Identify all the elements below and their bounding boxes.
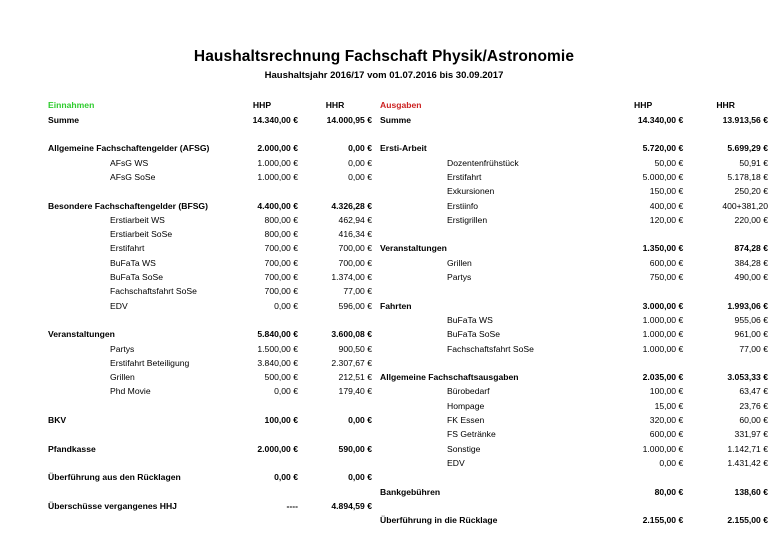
income-total-row <box>48 113 372 127</box>
income-total-label: Summe <box>48 114 80 125</box>
item-hhp: 1.500,00 € <box>257 343 298 354</box>
item-hhr: 212,51 € <box>338 372 372 383</box>
item-label: BuFaTa SoSe <box>110 272 164 283</box>
item-hhp: 15,00 € <box>654 400 684 411</box>
item-row <box>380 313 768 327</box>
item-row <box>48 256 372 270</box>
group-hhp: ---- <box>286 500 298 511</box>
item-label: AFsG WS <box>110 157 149 168</box>
item-row <box>380 170 768 184</box>
item-label: Hompage <box>447 400 485 411</box>
item-hhp: 1.000,00 € <box>642 314 684 325</box>
item-hhp: 400,00 € <box>649 200 684 211</box>
item-label: BuFaTa WS <box>110 257 156 268</box>
item-row <box>48 356 372 370</box>
item-hhr: 63,47 € <box>739 386 768 397</box>
group-row <box>48 327 372 341</box>
item-label: Erstifahrt Beteiligung <box>110 357 190 368</box>
item-row <box>48 156 372 170</box>
expenses-total-row <box>380 113 768 127</box>
item-hhp: 600,00 € <box>649 257 684 268</box>
item-hhr: 1.431,42 € <box>727 457 768 468</box>
group-hhp: 4.400,00 € <box>257 200 298 211</box>
item-row <box>48 370 372 384</box>
group-label: Veranstaltungen <box>48 329 115 340</box>
item-hhp: 320,00 € <box>649 415 684 426</box>
group-hhp: 2.155,00 € <box>642 515 684 526</box>
item-hhr: 2.307,67 € <box>331 357 372 368</box>
item-hhr: 23,76 € <box>739 400 768 411</box>
item-row <box>380 256 768 270</box>
group-hhp: 5.720,00 € <box>642 143 684 154</box>
income-table <box>48 98 372 513</box>
item-hhr: 462,94 € <box>338 214 372 225</box>
group-hhr: 0,00 € <box>348 415 372 426</box>
group-hhr: 3.053,33 € <box>727 372 768 383</box>
item-hhp: 150,00 € <box>649 186 684 197</box>
item-row <box>48 213 372 227</box>
item-label: Grillen <box>110 372 135 383</box>
page-subtitle: Haushaltsjahr 2016/17 vom 01.07.2016 bis 30.09.2017 <box>264 70 504 82</box>
item-row <box>380 342 768 356</box>
group-label: Überschüsse vergangenes HHJ <box>48 500 177 511</box>
item-label: Erstiarbeit WS <box>110 214 165 225</box>
item-row <box>380 270 768 284</box>
group-row <box>380 141 768 155</box>
item-hhr: 490,00 € <box>734 272 768 283</box>
item-hhr: 416,34 € <box>338 229 372 240</box>
spacer-row <box>48 184 372 198</box>
item-hhr: 60,00 € <box>739 415 768 426</box>
group-row <box>48 499 372 513</box>
item-hhr: 220,00 € <box>734 214 768 225</box>
group-hhr: 1.993,06 € <box>727 300 768 311</box>
spacer-row <box>48 399 372 413</box>
expenses-col-hhr-header: HHR <box>716 100 735 111</box>
income-heading: Einnahmen <box>48 100 95 111</box>
expenses-column <box>372 98 768 527</box>
page-title: Haushaltsrechnung Fachschaft Physik/Astronomie <box>193 48 575 65</box>
item-row <box>380 199 768 213</box>
item-label: Dozentenfrühstück <box>447 157 519 168</box>
expenses-table-body <box>380 98 768 127</box>
expenses-col-hhp-header: HHP <box>634 100 653 111</box>
income-total-hhp: 14.340,00 € <box>252 114 298 125</box>
item-label: FS Getränke <box>447 429 496 440</box>
group-label: Besondere Fachschaftengelder (BFSG) <box>48 200 208 211</box>
group-row <box>380 513 768 527</box>
item-label: EDV <box>110 300 128 311</box>
item-hhr: 596,00 € <box>338 300 372 311</box>
item-label: Erstigrillen <box>447 214 488 225</box>
group-label: Fahrten <box>380 300 412 311</box>
item-hhp: 800,00 € <box>264 214 298 225</box>
item-row <box>380 399 768 413</box>
item-label: Erstifahrt <box>447 171 482 182</box>
document-header <box>0 0 768 81</box>
income-total-hhr: 14.000,95 € <box>326 114 372 125</box>
group-hhr: 874,28 € <box>734 243 768 254</box>
expenses-total-hhp: 14.340,00 € <box>637 114 684 125</box>
income-col-hhp-header: HHP <box>252 100 272 111</box>
spacer-row <box>48 313 372 327</box>
group-hhp: 100,00 € <box>264 415 298 426</box>
item-hhr: 400+381,20 <box>722 200 768 211</box>
item-hhp: 600,00 € <box>649 429 684 440</box>
group-label: Allgemeine Fachschaftengelder (AFSG) <box>48 143 210 154</box>
group-row <box>380 241 768 255</box>
ledger-columns <box>0 98 768 527</box>
item-label: Fachschaftsfahrt SoSe <box>447 343 534 354</box>
group-row <box>48 413 372 427</box>
income-column <box>0 98 372 513</box>
item-row <box>380 442 768 456</box>
item-row <box>48 241 372 255</box>
group-hhr: 0,00 € <box>348 143 372 154</box>
income-groups <box>48 127 372 513</box>
expenses-groups <box>380 127 768 527</box>
group-hhp: 2.000,00 € <box>257 143 298 154</box>
item-hhp: 1.000,00 € <box>642 343 684 354</box>
item-hhp: 3.840,00 € <box>257 357 298 368</box>
item-row <box>48 270 372 284</box>
item-hhr: 961,00 € <box>734 329 768 340</box>
item-hhr: 700,00 € <box>338 257 372 268</box>
item-hhp: 700,00 € <box>264 257 298 268</box>
group-label: Überführung aus den Rücklagen <box>48 472 181 483</box>
income-section-header-row <box>48 98 372 112</box>
item-hhp: 1.000,00 € <box>257 157 298 168</box>
income-table-body <box>48 98 372 127</box>
item-label: EDV <box>447 457 465 468</box>
spacer-row <box>48 456 372 470</box>
spacer-row <box>380 470 768 484</box>
group-row <box>48 442 372 456</box>
item-hhp: 1.000,00 € <box>642 329 684 340</box>
spacer-row <box>380 356 768 370</box>
item-hhp: 1.000,00 € <box>257 171 298 182</box>
item-hhp: 0,00 € <box>659 457 684 468</box>
group-label: Veranstaltungen <box>380 243 447 254</box>
group-row <box>48 141 372 155</box>
item-hhp: 0,00 € <box>274 386 298 397</box>
item-row <box>380 184 768 198</box>
item-row <box>48 227 372 241</box>
item-hhr: 900,50 € <box>338 343 372 354</box>
item-label: Grillen <box>447 257 472 268</box>
item-label: AFsG SoSe <box>110 171 156 182</box>
group-hhp: 2.035,00 € <box>642 372 684 383</box>
group-label: Pfandkasse <box>48 443 96 454</box>
group-hhp: 0,00 € <box>274 472 298 483</box>
item-hhp: 700,00 € <box>264 272 298 283</box>
item-row <box>48 342 372 356</box>
item-row <box>48 284 372 298</box>
spacer-row <box>48 485 372 499</box>
item-row <box>380 327 768 341</box>
item-label: Erstifahrt <box>110 243 145 254</box>
item-hhr: 250,20 € <box>734 186 768 197</box>
group-hhr: 2.155,00 € <box>727 515 768 526</box>
item-hhp: 50,00 € <box>654 157 684 168</box>
group-label: BKV <box>48 415 67 426</box>
item-label: BuFaTa SoSe <box>447 329 501 340</box>
spacer-row <box>380 499 768 513</box>
group-label: Allgemeine Fachschaftsausgaben <box>380 372 519 383</box>
item-label: Sonstige <box>447 443 481 454</box>
item-label: BuFaTa WS <box>447 314 493 325</box>
item-hhp: 500,00 € <box>264 372 298 383</box>
spacer-row <box>48 127 372 141</box>
item-label: Erstiinfo <box>447 200 479 211</box>
group-hhr: 138,60 € <box>734 486 768 497</box>
spacer-row <box>380 127 768 141</box>
expenses-total-label: Summe <box>380 114 412 125</box>
group-hhp: 3.000,00 € <box>642 300 684 311</box>
item-hhr: 0,00 € <box>348 157 372 168</box>
item-label: Bürobedarf <box>447 386 490 397</box>
group-hhp: 5.840,00 € <box>257 329 298 340</box>
item-hhr: 700,00 € <box>338 243 372 254</box>
item-hhp: 100,00 € <box>649 386 684 397</box>
group-hhr: 4.894,59 € <box>331 500 372 511</box>
group-hhr: 5.699,29 € <box>727 143 768 154</box>
expenses-table <box>380 98 768 527</box>
group-hhp: 2.000,00 € <box>257 443 298 454</box>
item-hhr: 77,00 € <box>343 286 372 297</box>
item-label: Exkursionen <box>447 186 495 197</box>
item-row <box>380 413 768 427</box>
item-hhp: 1.000,00 € <box>642 443 684 454</box>
expenses-total-hhr: 13.913,56 € <box>722 114 768 125</box>
item-hhr: 331,97 € <box>734 429 768 440</box>
item-row <box>380 427 768 441</box>
income-col-hhr-header: HHR <box>325 100 345 111</box>
group-hhr: 0,00 € <box>348 472 372 483</box>
expenses-section-header-row <box>380 98 768 112</box>
item-hhr: 384,28 € <box>734 257 768 268</box>
item-row <box>380 456 768 470</box>
item-row <box>48 170 372 184</box>
item-hhp: 750,00 € <box>649 272 684 283</box>
item-hhr: 1.374,00 € <box>331 272 372 283</box>
group-row <box>48 470 372 484</box>
item-hhp: 120,00 € <box>649 214 684 225</box>
item-label: Partys <box>447 272 472 283</box>
item-hhr: 5.178,18 € <box>727 171 768 182</box>
group-hhr: 590,00 € <box>338 443 372 454</box>
item-label: FK Essen <box>447 415 485 426</box>
item-label: Fachschaftsfahrt SoSe <box>110 286 197 297</box>
item-hhr: 1.142,71 € <box>727 443 768 454</box>
item-hhp: 0,00 € <box>274 300 298 311</box>
item-hhr: 77,00 € <box>739 343 768 354</box>
item-row <box>380 156 768 170</box>
item-row <box>48 299 372 313</box>
item-hhp: 700,00 € <box>264 243 298 254</box>
item-hhp: 800,00 € <box>264 229 298 240</box>
group-label: Bankgebühren <box>380 486 441 497</box>
group-hhr: 3.600,08 € <box>331 329 372 340</box>
group-label: Ersti-Arbeit <box>380 143 427 154</box>
spacer-row <box>380 284 768 298</box>
group-hhp: 1.350,00 € <box>642 243 684 254</box>
item-row <box>380 213 768 227</box>
expenses-heading: Ausgaben <box>380 100 422 111</box>
item-label: Phd Movie <box>110 386 151 397</box>
group-hhp: 80,00 € <box>654 486 684 497</box>
item-hhp: 700,00 € <box>264 286 298 297</box>
group-row <box>380 370 768 384</box>
item-hhr: 955,06 € <box>734 314 768 325</box>
item-label: Erstiarbeit SoSe <box>110 229 173 240</box>
item-hhr: 179,40 € <box>338 386 372 397</box>
group-hhr: 4.326,28 € <box>331 200 372 211</box>
item-hhp: 5.000,00 € <box>642 171 684 182</box>
item-hhr: 50,91 € <box>739 157 768 168</box>
group-row <box>380 299 768 313</box>
spacer-row <box>48 427 372 441</box>
item-label: Partys <box>110 343 135 354</box>
item-hhr: 0,00 € <box>348 171 372 182</box>
group-row <box>48 199 372 213</box>
group-row <box>380 485 768 499</box>
group-label: Überführung in die Rücklage <box>380 515 498 526</box>
item-row <box>380 384 768 398</box>
spacer-row <box>380 227 768 241</box>
item-row <box>48 384 372 398</box>
